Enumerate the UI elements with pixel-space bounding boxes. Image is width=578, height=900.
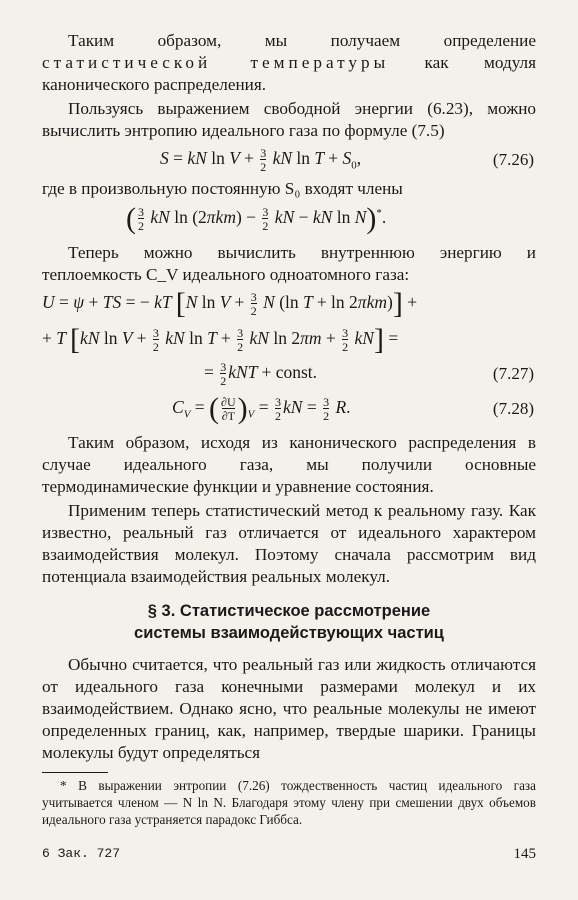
page-body bbox=[42, 30, 536, 828]
equation-number: (7.26) bbox=[492, 150, 534, 169]
page-footer bbox=[42, 846, 536, 863]
equation-7-28: $C_V$ = ( $\frac{\partial U}{\partial T}$ )$_V$ = $\frac{3}{2}$ kN = $\frac{3}{2}$ R. (7.28) bbox=[172, 392, 534, 425]
printer-signature: 6 Зак. 727 bbox=[42, 846, 121, 861]
emphasis-spaced: статистической температуры bbox=[42, 53, 390, 72]
footnote: * В выражении энтропии (7.26) тождественность частиц идеального газа учитывается членом — N ln N. Благодаря этому члену при смешении двух объемов идеального газа устраняется парадокс Гиббса. bbox=[42, 778, 536, 827]
paragraph-4: Теперь можно вычислить внутреннюю энергию и теплоемкость C_V идеального одноатомного газа: bbox=[42, 243, 536, 284]
paragraph-5: Таким образом, исходя из канонического распределения в случае идеального газа, мы получили основные термодинамические функции и уравнение состояния. bbox=[42, 433, 536, 496]
page-number: 145 bbox=[513, 846, 536, 862]
equation-number: (7.27) bbox=[492, 364, 534, 383]
footnote-divider bbox=[42, 772, 108, 773]
paragraph-3: где в произвольную постоянную S₀ входят члены bbox=[42, 179, 403, 198]
paragraph-1: Таким образом, мы получаем определение статистической температуры как модуля канонического распределения. bbox=[42, 31, 537, 94]
section-heading bbox=[42, 600, 536, 644]
equation-7-27: = $\frac{3}{2}$ kNT + const. (7.27) bbox=[204, 360, 534, 388]
paragraph-6: Применим теперь статистический метод к реальному газу. Как известно, реальный газ отличается от идеального характером взаимодействия молекул. Поэтому сначала рассмотрим вид потенциала взаимодействия реальных молекул. bbox=[42, 501, 536, 586]
equation-internal-energy-1: U = ψ + TS = − kT [N ln V + $\frac{3}{2}$ N (ln T + ln 2πkm)] + bbox=[42, 287, 418, 320]
paragraph-7: Обычно считается, что реальный газ или жидкость отличаются от идеального газа конечными размерами молекул и их взаимодействием. Однако ясно, что реальные молекулы не имеют определенных границ, как, например, твердые шарики. Границы молекулы будут определяться bbox=[42, 655, 536, 762]
section-heading-line-2: системы взаимодействующих частиц bbox=[134, 624, 444, 642]
equation-7-26: S = kN ln V + $\frac{3}{2}$ kN $\ln T + S_0$, (7.26) bbox=[160, 146, 534, 174]
equation-number: (7.28) bbox=[492, 399, 534, 418]
equation-constant-terms: ( $\frac{3}{2}$ kN ln (2πkm) − $\frac{3}{2}$ kN − kN ln N)*. bbox=[126, 202, 387, 235]
paragraph-2: Пользуясь выражением свободной энергии (6.23), можно вычислить энтропию идеального газа по формуле (7.5) bbox=[42, 99, 536, 140]
section-heading-line-1: § 3. Статистическое рассмотрение bbox=[147, 602, 431, 620]
equation-internal-energy-2: + T [kN ln V + $\frac{3}{2}$ kN ln T + $\frac{3}{2}$ kN ln 2πm + $\frac{3}{2}$ kN] = bbox=[42, 323, 399, 356]
